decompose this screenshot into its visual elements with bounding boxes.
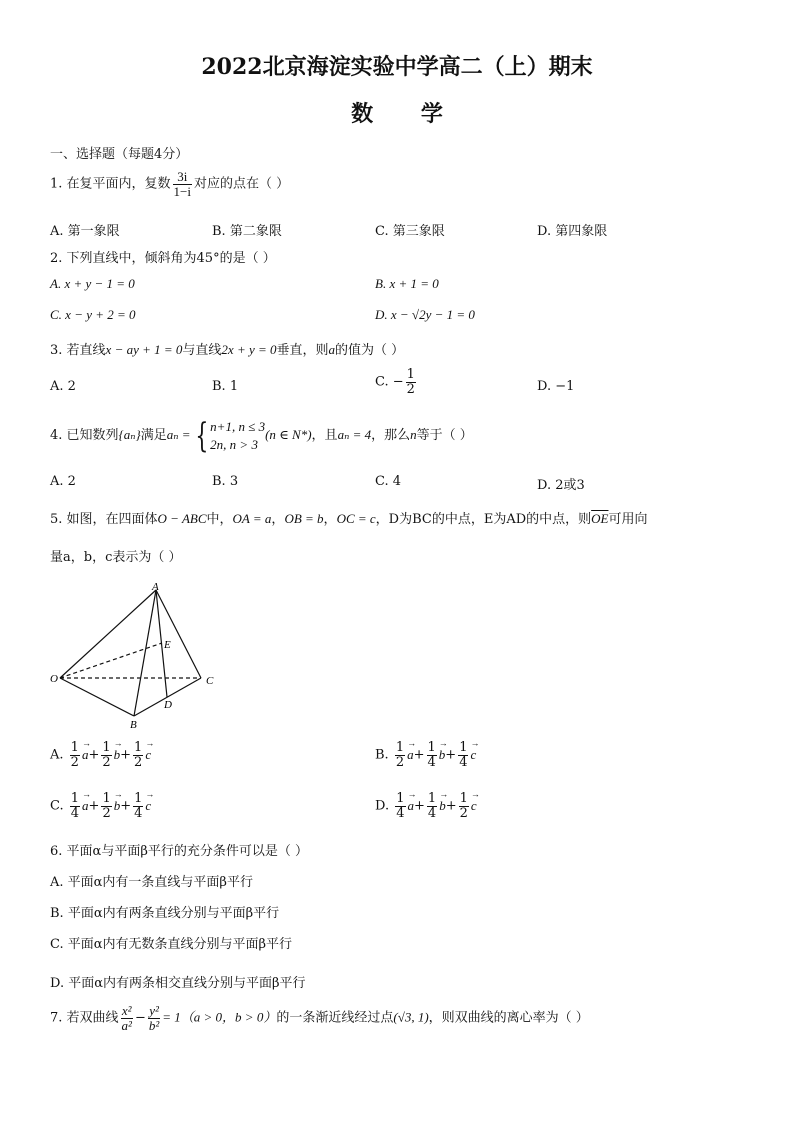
q4-option-d: D. 2或3 — [537, 478, 585, 493]
q6-option-a: A. 平面α内有一条直线与平面β平行 — [50, 875, 253, 890]
q3-option-a: A. 2 — [50, 379, 76, 394]
question-7: 7. 若双曲线 $\frac{\text{x²}}{\text{a²}}$ − $\frac{\text{y²}}{\text{b²}}$ = 1（a > 0，b > 0）的一条渐近线经过点(√3, 1)，则双曲线的离心率为（ ） — [50, 1003, 589, 1033]
label-b: B — [130, 719, 137, 730]
subject-title: 数 学 — [351, 101, 443, 127]
label-e: E — [164, 639, 171, 651]
q1-option-b: B. 第二象限 — [212, 224, 282, 239]
q6-option-c: C. 平面α内有无数条直线分别与平面β平行 — [50, 937, 293, 952]
question-4: 4. 已知数列{aₙ}满足aₙ = { n+1, n ≤ 3 2n, n > 3 (n ∈ N*)，且aₙ = 4，那么n等于（ ） — [50, 415, 473, 456]
page-title: 2022北京海淀实验中学高二（上）期末 — [201, 54, 593, 80]
q1-option-a: A. 第一象限 — [50, 224, 120, 239]
q4-option-b: B. 3 — [212, 474, 239, 489]
q2-option-a: A. x + y − 1 = 0 — [50, 276, 135, 291]
fraction: $\frac{3i}{1-i}$ — [173, 169, 191, 199]
q5-option-d: D. $\frac{1}{4}$ → a+ $\frac{1}{4}$ → b+ $\frac{1}{2}$ → c — [375, 792, 477, 820]
q2-option-b: B. x + 1 = 0 — [375, 276, 439, 291]
q3-option-b: B. 1 — [212, 379, 239, 394]
q3-option-d: D. −1 — [537, 379, 575, 394]
piecewise-cases: n+1, n ≤ 3 2n, n > 3 — [210, 419, 266, 452]
tetrahedron-figure — [48, 580, 228, 730]
q4-option-c: C. 4 — [375, 474, 402, 489]
question-1: 1. 在复平面内，复数 $\frac{3i}{1-i}$ 对应的点在（ ） — [50, 169, 290, 199]
q1-option-d: D. 第四象限 — [537, 224, 608, 239]
q5-option-c: C. $\frac{1}{4}$ → a+ $\frac{1}{2}$ → b+ $\frac{1}{4}$ → c — [50, 792, 151, 820]
q4-option-a: A. 2 — [50, 474, 76, 489]
section-heading: 一、选择题（每题4分） — [50, 147, 189, 162]
question-6: 6. 平面α与平面β平行的充分条件可以是（ ） — [50, 844, 308, 859]
question-5: 5. 如图，在四面体O − ABC中，OA = a，OB = b，OC = c，D为BC的中点，E为AD的中点，则$\overline{OE}$可用向 — [50, 511, 648, 527]
question-5-line2: 量a，b，c表示为（ ） — [50, 550, 182, 565]
q1-option-c: C. 第三象限 — [375, 224, 445, 239]
label-c: C — [206, 675, 214, 687]
q2-option-c: C. x − y + 2 = 0 — [50, 307, 136, 322]
q2-option-d: D. x − √2y − 1 = 0 — [375, 307, 475, 322]
q3-option-c: C. − $\frac{1}{2}$ — [375, 367, 415, 397]
label-o: O — [50, 673, 58, 685]
question-3: 3. 若直线x − ay + 1 = 0与直线2x + y = 0垂直，则a的值为（ ） — [50, 342, 405, 358]
question-2: 2. 下列直线中，倾斜角为45°的是（ ） — [50, 251, 276, 266]
label-a: A — [152, 581, 159, 593]
label-d: D — [164, 699, 172, 711]
q6-option-d: D. 平面α内有两条相交直线分别与平面β平行 — [50, 976, 306, 991]
q6-option-b: B. 平面α内有两条直线分别与平面β平行 — [50, 906, 280, 921]
q5-option-a: A. $\frac{1}{2}$ → a+ $\frac{1}{2}$ → b+ $\frac{1}{2}$ → c — [50, 741, 151, 769]
q5-option-b: B. $\frac{1}{2}$ → a+ $\frac{1}{4}$ → b+ $\frac{1}{4}$ → c — [375, 741, 476, 769]
fraction: $\frac{1}{2}$ — [406, 367, 415, 397]
